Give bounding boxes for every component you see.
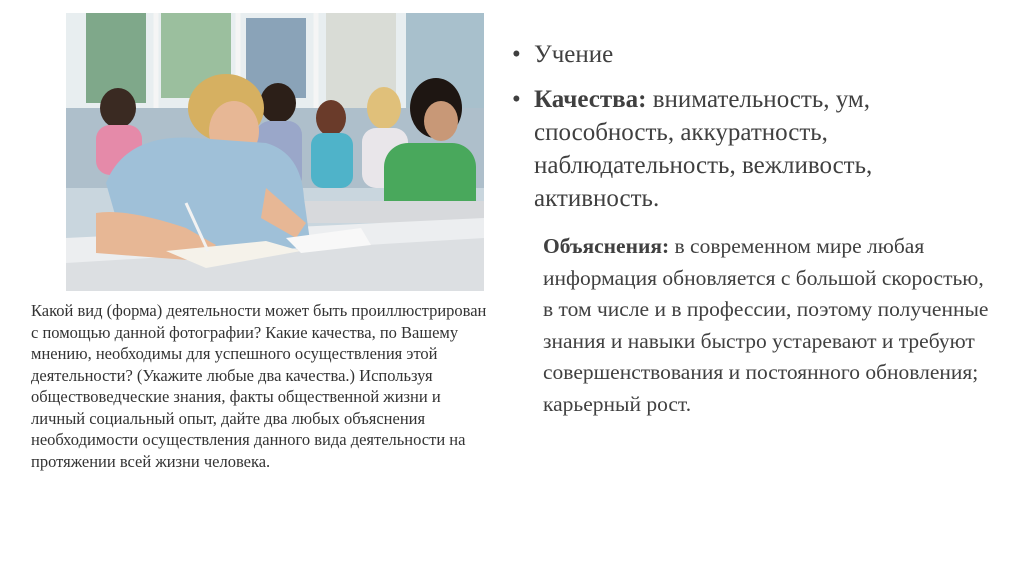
explanations-paragraph (543, 231, 993, 420)
bullet-qualities (512, 83, 982, 215)
students-writing-icon (66, 13, 484, 291)
explanations-text: в современном мире любая информация обновляется с большой скоростью, в том числе и в профессии, поэтому полученные знания и навыки быстро устаревают и требуют совершенствования и постоянного обновления; карьерный рост. (543, 234, 989, 416)
answer-bullets (512, 38, 982, 227)
classroom-photo (66, 13, 484, 291)
explanations-label: Объяснения: (543, 234, 670, 258)
activity-text: Учение (534, 41, 614, 68)
qualities-label: Качества: (534, 86, 647, 113)
qualities-text: внимательность, ум, способность, аккуратность, наблюдательность, вежливость, активность. (534, 86, 873, 212)
question-text: Какой вид (форма) деятельности может быть проиллюстрирован с помощью данной фотографии? Какие качества, по Вашему мнению, необходимы для успешного осуществления этой деятельности? (Укажите любые два качества.) Используя обществоведческие знания, факты общественной жизни и личный социальный опыт, дайте два любых объяснения необходимости осуществления данного вида деятельности на протяжении всей жизни человека. (31, 301, 487, 471)
bullet-activity (512, 38, 982, 71)
